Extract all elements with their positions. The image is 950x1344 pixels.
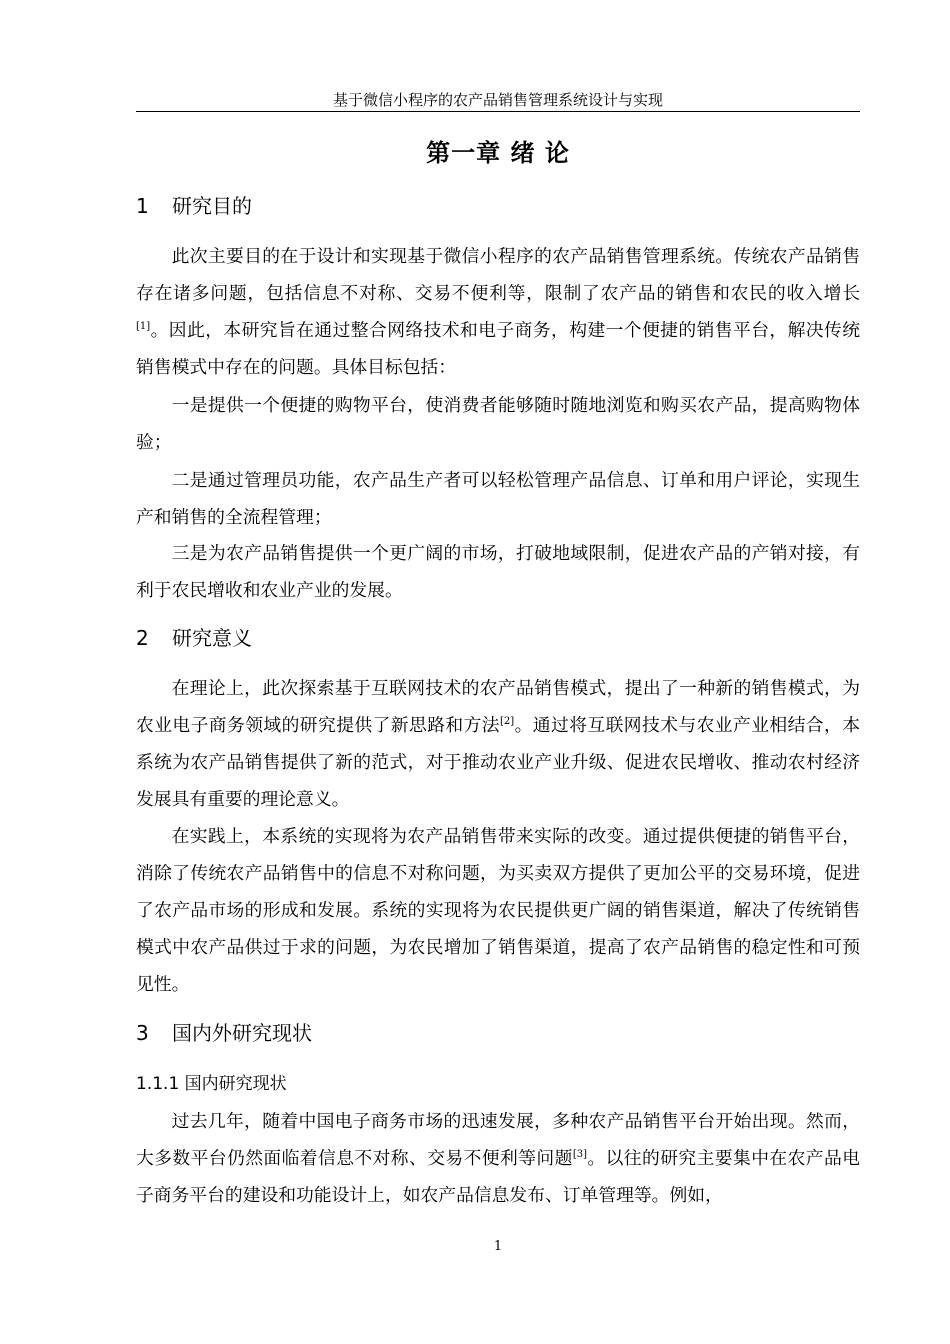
paragraph [136,670,860,818]
subsection-title: 国内研究现状 [184,1074,287,1094]
section-heading-1 [136,191,252,221]
paragraph: 在实践上，本系统的实现将为农产品销售带来实际的改变。通过提供便捷的销售平台，消除了传统农产品销售中的信息不对称问题，为买卖双方提供了更加公平的交易环境，促进了农产品市场的形成和发展。系统的实现将为农民提供更广阔的销售渠道，解决了传统销售模式中农产品供过于求的问题，为农民增加了销售渠道，提高了农产品销售的稳定性和可预见性。 [136,826,860,995]
paragraph [136,1103,860,1214]
section-heading-2 [136,623,252,653]
citation-ref: [3] [572,1149,587,1161]
paragraph-text: 。通过将互联网技术与农业产业相结合，本系统为农产品销售提供了新的范式，对于推动农业产业升级、促进农民增收、推动农村经济发展具有重要的理论意义。 [136,715,860,810]
paragraph-text: 在理论上，此次探索基于互联网技术的农产品销售模式，提出了一种新的销售模式，为农业电子商务领域的研究提供了新思路和方法 [136,678,860,736]
paragraph-text: 此次主要目的在于设计和实现基于微信小程序的农产品销售管理系统。传统农产品销售存在诸多问题，包括信息不对称、交易不便利等，限制了农产品的销售和农民的收入增长 [136,246,860,304]
paragraph: 二是通过管理员功能，农产品生产者可以轻松管理产品信息、订单和用户评论，实现生产和销售的全流程管理； [136,470,860,528]
page-number: 1 [493,1239,503,1254]
citation-ref: [1] [136,321,151,333]
section-title: 研究目的 [172,194,252,218]
chapter-title: 第一章 绪 论 [426,139,570,167]
paragraph-text: 。以往的研究主要集中在农产品电子商务平台的建设和功能设计上，如农产品信息发布、订单管理等。例如， [136,1148,860,1206]
paragraph: 三是为农产品销售提供一个更广阔的市场，打破地域限制，促进农产品的产销对接，有利于农民增收和农业产业的发展。 [136,543,860,601]
section-title: 研究意义 [172,626,252,650]
citation-ref: [2] [500,716,515,728]
paragraph-text: 过去几年，随着中国电子商务市场的迅速发展，多种农产品销售平台开始出现。然而，大多数平台仍然面临着信息不对称、交易不便利等问题 [136,1111,860,1169]
header-rule [136,111,860,112]
section-number: 2 [136,626,149,650]
paragraph: 一是提供一个便捷的购物平台，使消费者能够随时随地浏览和购买农产品，提高购物体验； [136,395,860,453]
subsection-heading [136,1071,287,1097]
section-number: 1 [136,194,149,218]
running-header: 基于微信小程序的农产品销售管理系统设计与实现 [332,91,663,109]
paragraph-text: 。因此，本研究旨在通过整合网络技术和电子商务，构建一个便捷的销售平台，解决传统销售模式中存在的问题。具体目标包括： [136,320,860,378]
section-number: 3 [136,1021,149,1045]
section-title: 国内外研究现状 [172,1021,312,1045]
subsection-number: 1.1.1 [136,1074,180,1094]
section-heading-3 [136,1018,312,1048]
paragraph [136,238,860,386]
